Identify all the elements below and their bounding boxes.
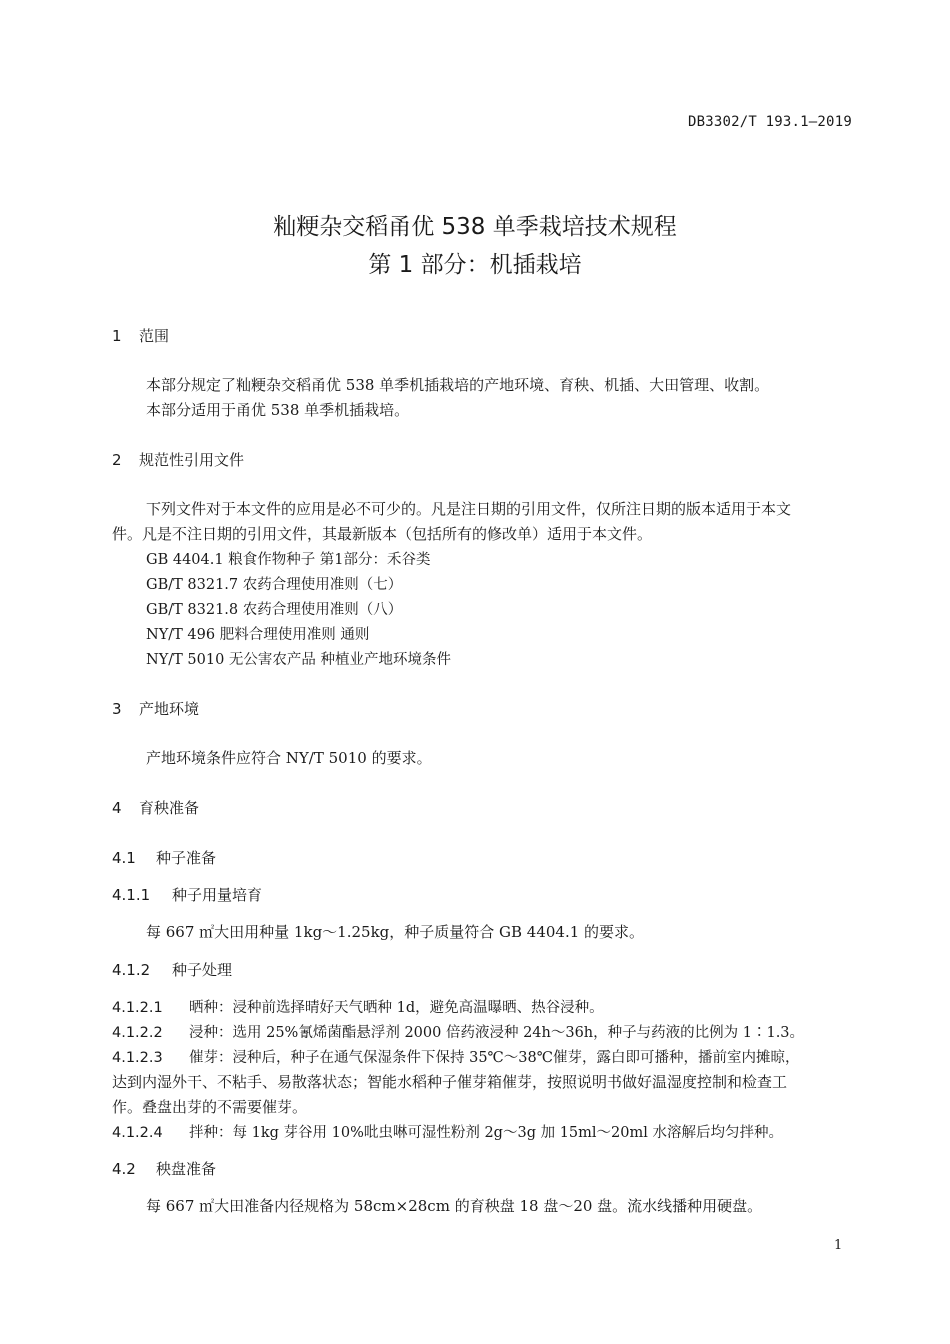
clause-item (112, 1121, 783, 1142)
clause-number: 4.1.2.2 (112, 1025, 163, 1041)
clause-item (112, 996, 604, 1017)
section-number: 4 (112, 799, 122, 817)
reference-item: NY/T 5010 无公害农产品 种植业产地环境条件 (146, 652, 452, 668)
document-subtitle: 第 1 部分：机插栽培 (368, 252, 582, 278)
paragraph: 产地环境条件应符合 NY/T 5010 的要求。 (146, 749, 432, 767)
paragraph: 每 667 ㎡大田准备内径规格为 58cm×28cm 的育秧盘 18 盘～20 盘。流水线播种用硬盘。 (146, 1197, 763, 1215)
clause-number: 4.1.2.3 (112, 1050, 163, 1066)
subsection-title: 种子用量培育 (172, 886, 263, 904)
subsection-heading-4-2 (112, 1158, 216, 1179)
paragraph: 每 667 ㎡大田用种量 1kg～1.25kg，种子质量符合 GB 4404.1 的要求。 (146, 923, 645, 941)
section-title: 产地环境 (139, 700, 200, 718)
paragraph: 本部分规定了籼粳杂交稻甬优 538 单季机插栽培的产地环境、育秧、机插、大田管理、收割。 (146, 376, 770, 394)
section-heading-1 (112, 325, 169, 346)
reference-item: NY/T 496 肥料合理使用准则 通则 (146, 627, 370, 643)
clause-text: 晒种：浸种前选择晴好天气晒种 1d，避免高温曝晒、热谷浸种。 (189, 1000, 604, 1016)
clause-item (112, 1021, 804, 1042)
section-title: 范围 (139, 327, 170, 345)
paragraph-line: 下列文件对于本文件的应用是必不可少的。凡是注日期的引用文件，仅所注日期的版本适用于本文 (146, 500, 792, 518)
subsection-heading-4-1-2 (112, 959, 232, 980)
clause-text: 浸种：选用 25%氰烯菌酯悬浮剂 2000 倍药液浸种 24h～36h，种子与药液的比例为 1∶1.3。 (189, 1025, 805, 1041)
reference-item: GB/T 8321.8 农药合理使用准则（八） (146, 602, 403, 618)
subsection-number: 4.1 (112, 849, 136, 867)
section-number: 3 (112, 700, 122, 718)
subsection-number: 4.2 (112, 1160, 136, 1178)
clause-text-line: 作。叠盘出芽的不需要催芽。 (112, 1098, 308, 1116)
reference-item: GB 4404.1 粮食作物种子 第1部分：禾谷类 (146, 552, 431, 568)
subsection-heading-4-1-1 (112, 884, 262, 905)
subsection-heading-4-1 (112, 847, 216, 868)
section-number: 1 (112, 327, 122, 345)
subsection-number: 4.1.2 (112, 961, 151, 979)
section-heading-3 (112, 698, 199, 719)
clause-number: 4.1.2.1 (112, 1000, 163, 1016)
subsection-number: 4.1.1 (112, 886, 151, 904)
section-number: 2 (112, 451, 122, 469)
subsection-title: 种子处理 (172, 961, 233, 979)
section-title: 规范性引用文件 (139, 451, 245, 469)
paragraph: 本部分适用于甬优 538 单季机插栽培。 (146, 401, 410, 419)
paragraph-line: 件。凡是不注日期的引用文件，其最新版本（包括所有的修改单）适用于本文件。 (112, 525, 653, 543)
subsection-title: 秧盘准备 (156, 1160, 217, 1178)
clause-number: 4.1.2.4 (112, 1125, 163, 1141)
clause-text: 拌种：每 1kg 芽谷用 10%吡虫啉可湿性粉剂 2g～3g 加 15ml～20ml 水溶解后均匀拌种。 (189, 1125, 783, 1141)
page-number: 1 (834, 1238, 843, 1253)
clause-text-line: 达到内湿外干、不粘手、易散落状态；智能水稻种子催芽箱催芽，按照说明书做好温湿度控制和检查工 (112, 1073, 788, 1091)
section-heading-2 (112, 449, 244, 470)
subsection-title: 种子准备 (156, 849, 217, 867)
section-title: 育秧准备 (139, 799, 200, 817)
reference-item: GB/T 8321.7 农药合理使用准则（七） (146, 577, 403, 593)
clause-text: 催芽：浸种后，种子在通气保湿条件下保持 35℃～38℃催芽，露白即可播种，播前室内摊晾， (189, 1050, 800, 1066)
clause-item (112, 1046, 799, 1067)
document-title: 籼粳杂交稻甬优 538 单季栽培技术规程 (273, 214, 677, 240)
standard-number: DB3302/T 193.1—2019 (688, 114, 852, 130)
section-heading-4 (112, 797, 199, 818)
